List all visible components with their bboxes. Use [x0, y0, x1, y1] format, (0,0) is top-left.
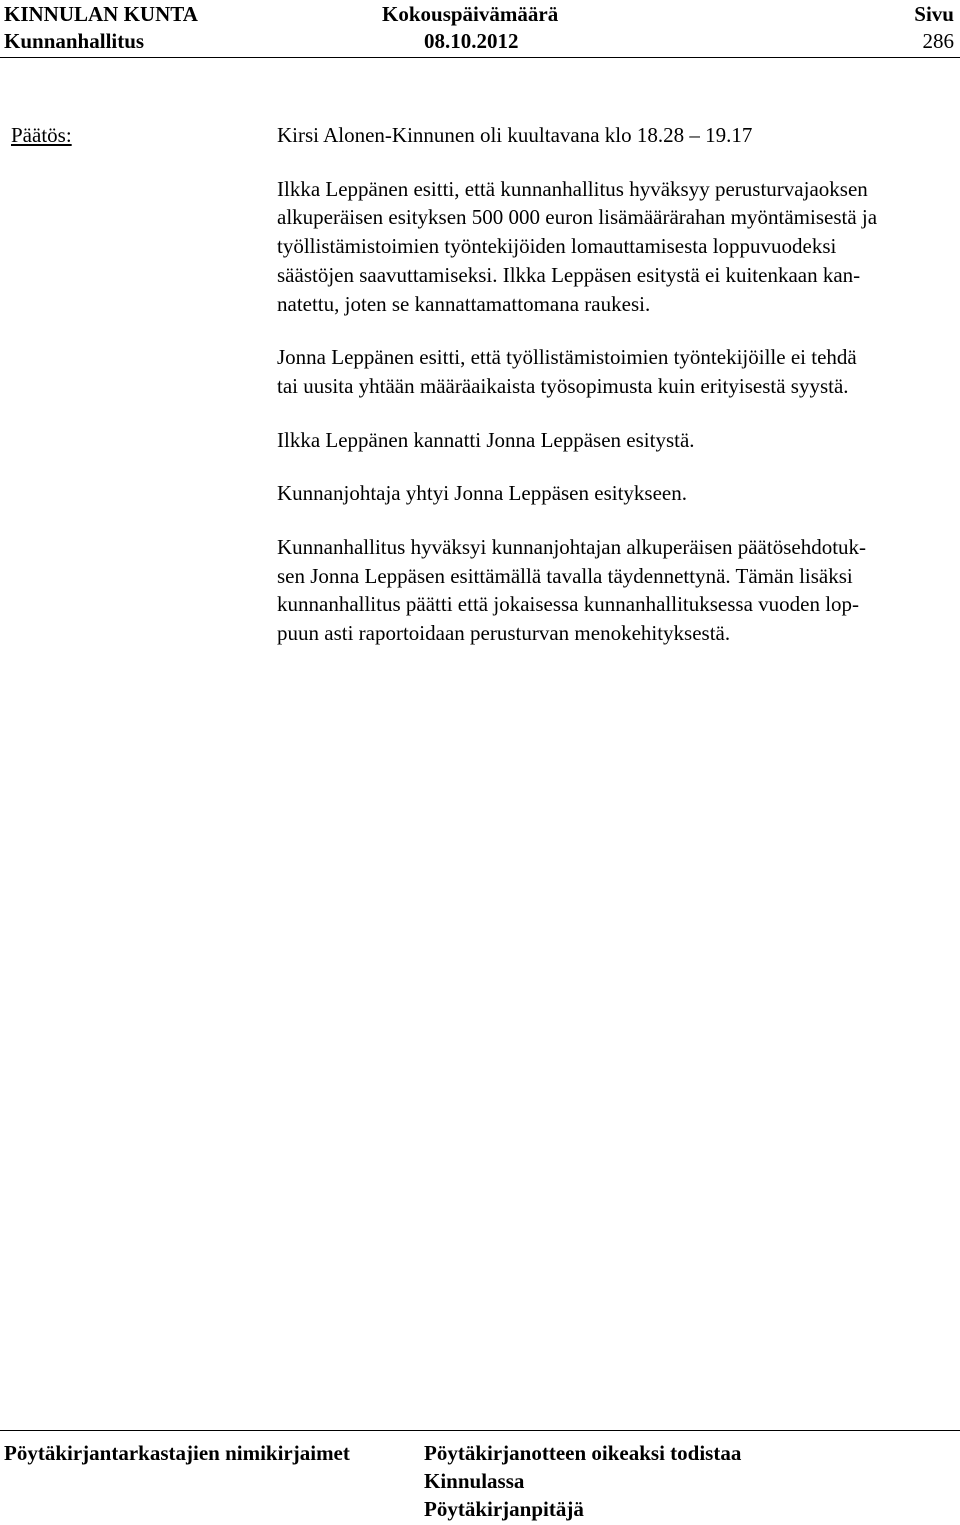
text-line: sen Jonna Leppäsen esittämällä tavalla täydennettynä. Tämän lisäksi — [277, 563, 853, 588]
decision-paragraph — [277, 343, 953, 400]
page-label: Sivu — [914, 2, 954, 26]
text-line: kunnanhallitus päätti että jokaisessa kunnanhallituksessa vuoden lop- — [277, 592, 860, 617]
decision-paragraph — [277, 426, 953, 455]
text-line: Jonna Leppänen esitti, että työllistämistoimien työntekijöille ei tehdä — [277, 345, 857, 370]
page-header — [0, 0, 960, 56]
footer-divider — [0, 1430, 960, 1431]
decision-text — [277, 121, 953, 673]
text-line: Kirsi Alonen-Kinnunen oli kuultavana klo 18.28 – 19.17 — [277, 123, 753, 147]
organization-name: KINNULAN KUNTA — [4, 2, 198, 26]
page-footer — [0, 1439, 960, 1525]
text-line: natettu, joten se kannattamattomana raukesi. — [277, 291, 651, 316]
certification-label: Pöytäkirjanotteen oikeaksi todistaa — [424, 1441, 742, 1465]
text-line: työllistämistoimien työntekijöiden lomauttamisesta loppuvuodeksi — [277, 234, 837, 259]
header-divider — [0, 57, 960, 58]
text-line: säästöjen saavuttamiseksi. Ilkka Leppäsen esitystä ei kuitenkaan kan- — [277, 262, 861, 287]
decision-paragraph — [277, 479, 953, 508]
decision-paragraph — [277, 533, 953, 648]
meeting-date: 08.10.2012 — [424, 29, 519, 53]
text-line: Ilkka Leppänen kannatti Jonna Leppäsen esitystä. — [277, 427, 695, 452]
text-line: alkuperäisen esityksen 500 000 euron lisämäärärahan myöntämisestä ja — [277, 205, 878, 230]
decision-label: Päätös: — [11, 123, 72, 147]
minutes-keeper-label: Pöytäkirjanpitäjä — [424, 1497, 584, 1521]
decision-paragraph — [277, 175, 953, 319]
text-line: tai uusita yhtään määräaikaista työsopimusta kuin erityisestä syystä. — [277, 373, 849, 398]
text-line: Kunnanjohtaja yhtyi Jonna Leppäsen esitykseen. — [277, 481, 687, 506]
page-number: 286 — [922, 29, 954, 53]
text-line: Kunnanhallitus hyväksyi kunnanjohtajan alkuperäisen päätösehdotuk- — [277, 535, 867, 560]
meeting-date-label: Kokouspäivämäärä — [382, 2, 559, 26]
inspector-initials-label: Pöytäkirjantarkastajien nimikirjaimet — [4, 1441, 350, 1465]
text-line: puun asti raportoidaan perusturvan menokehityksestä. — [277, 621, 731, 646]
certification-place: Kinnulassa — [424, 1469, 525, 1493]
decision-paragraph — [277, 121, 953, 150]
governing-body: Kunnanhallitus — [4, 29, 145, 53]
text-line: Ilkka Leppänen esitti, että kunnanhallitus hyväksyy perusturvajaoksen — [277, 176, 868, 201]
